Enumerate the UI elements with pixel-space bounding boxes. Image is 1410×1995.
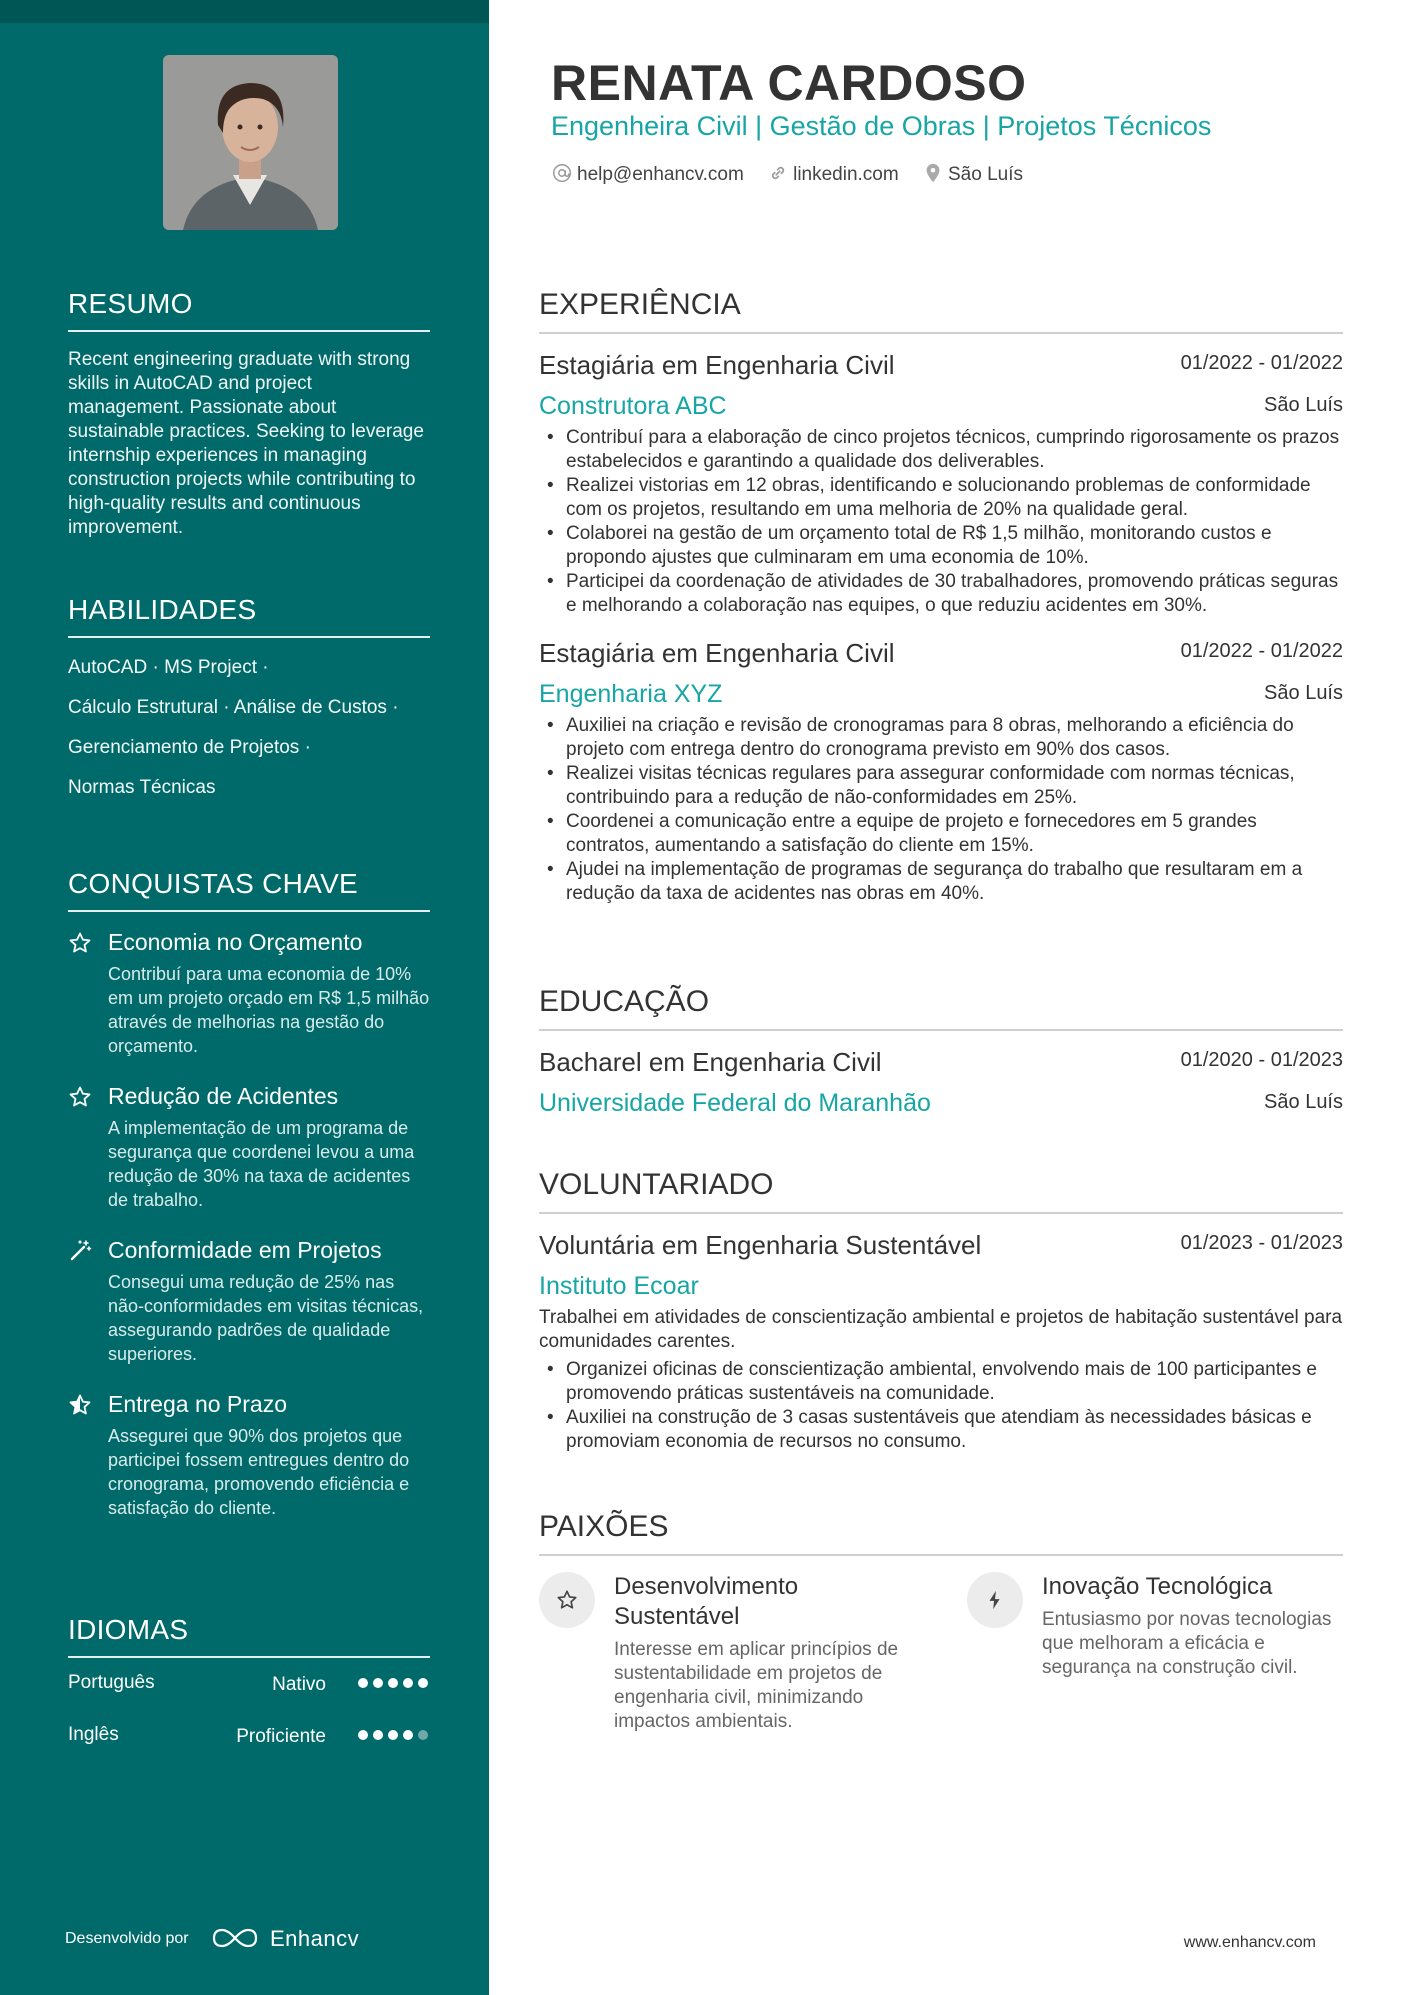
language-level: Nativo xyxy=(272,1674,326,1695)
at-icon xyxy=(551,162,573,184)
volunteer-section xyxy=(539,1168,1343,1454)
skills-title: HABILIDADES xyxy=(68,594,430,638)
experience-title: EXPERIÊNCIA xyxy=(539,288,1343,334)
achievements-section xyxy=(68,868,430,1520)
sidebar-top-bar xyxy=(0,0,489,23)
bullet-item: • Ajudei na implementação de programas de segurança do trabalho que resultaram em a redução da taxa de acidentes nas obras em 40%. xyxy=(539,858,1343,906)
bullet-item: • Realizei vistorias em 12 obras, identificando e solucionando problemas de conformidade com os projetos, resultando em uma melhoria de 20% na qualidade geral. xyxy=(539,474,1343,522)
enhancv-logo-icon xyxy=(210,1926,260,1950)
passion-title: Desenvolvimento Sustentável xyxy=(614,1573,799,1630)
rating-dot-filled xyxy=(403,1730,413,1740)
rating-dot-filled xyxy=(388,1730,398,1740)
language-name: Inglês xyxy=(68,1724,119,1745)
achievement-desc: Contribuí para uma economia de 10% em um projeto orçado em R$ 1,5 milhão através de melhorias na gestão do orçamento. xyxy=(108,964,430,1056)
rating-dot-filled xyxy=(358,1678,368,1688)
entry-description: Trabalhei em atividades de conscientização ambiental e projetos de habitação sustentável para comunidades carentes. xyxy=(539,1307,1343,1352)
bullet-item: • Colaborei na gestão de um orçamento total de R$ 1,5 milhão, monitorando custos e propondo ajustes que culminaram em uma economia de 10%. xyxy=(539,522,1343,570)
entry-role: Voluntária em Engenharia Sustentável xyxy=(539,1230,982,1260)
star-half-icon xyxy=(68,1393,92,1417)
passion-icon-bg xyxy=(967,1572,1023,1628)
bullet-item: • Coordenei a comunicação entre a equipe de projeto e fornecedores em 5 grandes contratos, aumentando a satisfação do cliente em 15%. xyxy=(539,810,1343,858)
entry-organization: Construtora ABC xyxy=(539,392,727,420)
entry-location: São Luís xyxy=(1264,1091,1343,1113)
rating-dot-filled xyxy=(358,1730,368,1740)
rating-dot-filled xyxy=(388,1678,398,1688)
language-name: Português xyxy=(68,1672,155,1693)
entry-role: Estagiária em Engenharia Civil xyxy=(539,350,895,380)
language-rating xyxy=(358,1678,430,1690)
entry-dates: 01/2020 - 01/2023 xyxy=(1180,1049,1343,1071)
language-row xyxy=(68,1658,430,1710)
education-title: EDUCAÇÃO xyxy=(539,985,1343,1031)
passions-section xyxy=(539,1510,1343,1770)
summary-text: Recent engineering graduate with strong skills in AutoCAD and project management. Passionate about sustainable practices. Seeking to leverage internship experiences in managing construction projects while contributing to high-quality results and continuous improvement. xyxy=(68,349,424,538)
language-row xyxy=(68,1710,430,1762)
candidate-name: RENATA CARDOSO xyxy=(551,55,1027,111)
magic-wand-icon xyxy=(68,1239,92,1263)
sidebar xyxy=(0,0,489,1995)
star-outline-icon xyxy=(556,1589,578,1611)
contact-email[interactable] xyxy=(551,162,744,186)
languages-title: IDIOMAS xyxy=(68,1614,430,1658)
achievement-title: Economia no Orçamento xyxy=(108,929,363,955)
contact-linkedin-text: linkedin.com xyxy=(793,164,899,185)
star-outline-icon xyxy=(68,1085,92,1109)
passion-icon-bg xyxy=(539,1572,595,1628)
skills-list xyxy=(68,648,430,808)
contact-linkedin[interactable] xyxy=(767,162,899,186)
passion-item xyxy=(539,1572,919,1734)
languages-section xyxy=(68,1614,430,1762)
experience-section xyxy=(539,288,1343,906)
contact-location xyxy=(922,162,1023,186)
achievement-item xyxy=(68,1082,430,1212)
achievement-desc: Consegui uma redução de 25% nas não-conformidades em visitas técnicas, assegurando padrões de qualidade superiores. xyxy=(108,1272,424,1364)
passions-title: PAIXÕES xyxy=(539,1510,1343,1556)
rating-dot-filled xyxy=(373,1678,383,1688)
entry-role: Estagiária em Engenharia Civil xyxy=(539,638,895,668)
language-level: Proficiente xyxy=(236,1726,326,1747)
summary-section xyxy=(68,288,430,540)
entry-bullets xyxy=(539,1358,1343,1454)
achievement-item xyxy=(68,928,430,1058)
passion-title: Inovação Tecnológica xyxy=(1042,1573,1273,1600)
contact-bar xyxy=(551,162,1041,186)
entry-organization: Universidade Federal do Maranhão xyxy=(539,1089,931,1117)
lightning-icon xyxy=(984,1589,1006,1611)
achievement-title: Conformidade em Projetos xyxy=(108,1237,382,1263)
rating-dot-filled xyxy=(403,1678,413,1688)
summary-title: RESUMO xyxy=(68,288,430,332)
bullet-item: • Contribuí para a elaboração de cinco projetos técnicos, cumprindo rigorosamente os prazos estabelecidos e garantindo a qualidade dos deliverables. xyxy=(539,426,1343,474)
entry-dates: 01/2022 - 01/2022 xyxy=(1180,640,1343,662)
candidate-subtitle: Engenheira Civil | Gestão de Obras | Projetos Técnicos xyxy=(551,111,1212,141)
achievement-item xyxy=(68,1236,430,1366)
entry-organization: Engenharia XYZ xyxy=(539,680,723,708)
entry-bullets xyxy=(539,714,1343,906)
footer-built-by: Desenvolvido por xyxy=(65,1930,189,1947)
passion-item xyxy=(967,1572,1347,1680)
bullet-item: • Organizei oficinas de conscientização ambiental, envolvendo mais de 100 participantes e promovendo práticas sustentáveis na comunidade. xyxy=(539,1358,1343,1406)
skill-line: Normas Técnicas xyxy=(68,777,216,798)
skill-line: Cálculo Estrutural · Análise de Custos · xyxy=(68,697,399,718)
achievement-title: Entrega no Prazo xyxy=(108,1391,288,1417)
bullet-item: • Participei da coordenação de atividades de 30 trabalhadores, promovendo práticas seguras e melhorando a colaboração nas equipes, o que reduziu acidentes em 30%. xyxy=(539,570,1343,618)
achievement-title: Redução de Acidentes xyxy=(108,1083,339,1109)
achievement-desc: Assegurei que 90% dos projetos que participei fossem entregues dentro do cronograma, promovendo eficiência e satisfação do cliente. xyxy=(108,1426,410,1518)
star-outline-icon xyxy=(68,931,92,955)
contact-email-text: help@enhancv.com xyxy=(577,164,744,185)
entry-dates: 01/2022 - 01/2022 xyxy=(1180,352,1343,374)
volunteer-title: VOLUNTARIADO xyxy=(539,1168,1343,1214)
bullet-item: • Auxiliei na criação e revisão de cronogramas para 8 obras, melhorando a eficiência do projeto com entrega dentro do cronograma previsto em 90% dos casos. xyxy=(539,714,1343,762)
passion-desc: Entusiasmo por novas tecnologias que melhoram a eficácia e segurança na construção civil. xyxy=(1042,1609,1332,1678)
entry-organization: Instituto Ecoar xyxy=(539,1272,699,1300)
volunteer-entry xyxy=(539,1228,1343,1454)
achievement-desc: A implementação de um programa de segurança que coordenei levou a uma redução de 30% na taxa de acidentes de trabalho. xyxy=(108,1118,415,1210)
achievement-item xyxy=(68,1390,430,1520)
language-rating xyxy=(358,1730,430,1742)
rating-dot-filled xyxy=(418,1678,428,1688)
entry-role: Bacharel em Engenharia Civil xyxy=(539,1047,882,1077)
location-pin-icon xyxy=(922,162,944,184)
entry-bullets xyxy=(539,426,1343,618)
skill-line: Gerenciamento de Projetos · xyxy=(68,737,311,758)
footer-website[interactable]: www.enhancv.com xyxy=(1183,1934,1316,1951)
rating-dot-empty xyxy=(418,1730,428,1740)
link-icon xyxy=(767,162,789,184)
rating-dot-filled xyxy=(373,1730,383,1740)
contact-location-text: São Luís xyxy=(947,164,1023,185)
passion-desc: Interesse em aplicar princípios de sustentabilidade em projetos de engenharia civil, minimizando impactos ambientais. xyxy=(614,1639,899,1732)
entry-location: São Luís xyxy=(1264,682,1343,704)
bullet-item: • Realizei visitas técnicas regulares para assegurar conformidade com normas técnicas, contribuindo para a redução de não-conformidades em 25%. xyxy=(539,762,1343,810)
experience-entry xyxy=(539,636,1343,906)
experience-entry xyxy=(539,348,1343,618)
footer-brand: Enhancv xyxy=(270,1926,360,1951)
skill-line: AutoCAD · MS Project · xyxy=(68,657,269,678)
achievements-title: CONQUISTAS CHAVE xyxy=(68,868,430,912)
entry-location: São Luís xyxy=(1264,394,1343,416)
skills-section xyxy=(68,594,430,808)
bullet-item: • Auxiliei na construção de 3 casas sustentáveis que atendiam às necessidades básicas e promoviam economia de recursos no consumo. xyxy=(539,1406,1343,1454)
education-section xyxy=(539,985,1343,1119)
profile-photo xyxy=(163,55,338,230)
education-entry xyxy=(539,1045,1343,1119)
entry-dates: 01/2023 - 01/2023 xyxy=(1180,1232,1343,1254)
